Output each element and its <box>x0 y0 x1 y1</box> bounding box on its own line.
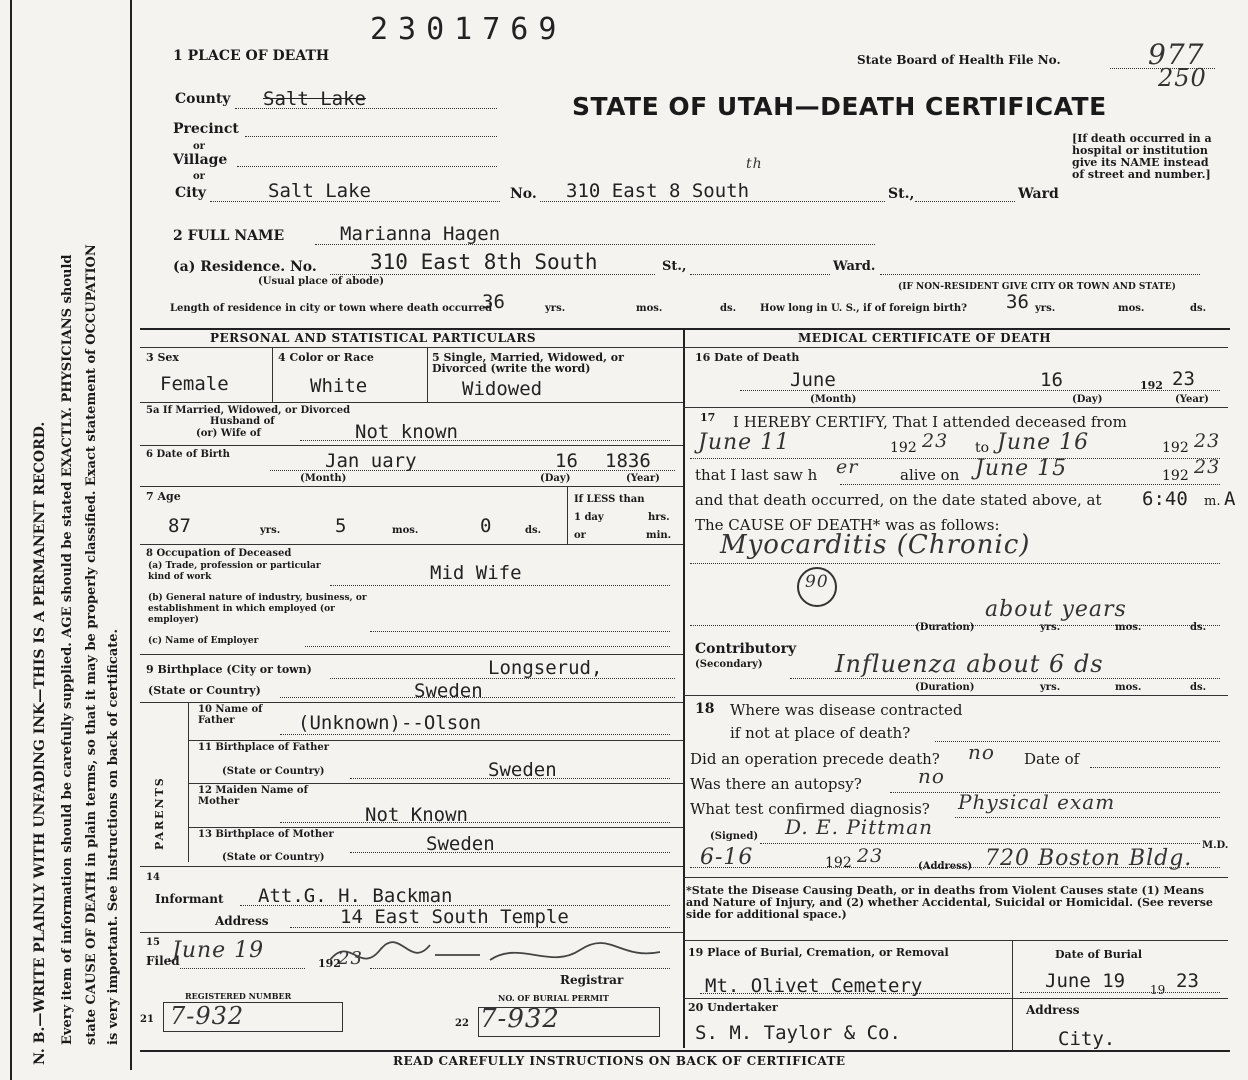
age-months: 5 <box>335 515 347 537</box>
spouse-label-line2: Husband of <box>210 416 275 427</box>
occupation-c-label: (c) Name of Employer <box>148 636 259 646</box>
or-label: or <box>193 141 205 152</box>
file-number-label: State Board of Health File No. <box>857 53 1061 67</box>
birthplace-label: 9 Birthplace (City or town) <box>146 663 312 676</box>
spouse-label-line3: (or) Wife of <box>196 428 261 439</box>
us-residence-label: How long in U. S., if of foreign birth? <box>760 303 968 314</box>
attended-from: June 11 <box>698 430 791 455</box>
father-state-country-caption: (State or Country) <box>222 766 325 777</box>
signed-label: (Signed) <box>710 831 759 842</box>
ds-label: ds. <box>1190 303 1207 314</box>
md-label: M.D. <box>1202 840 1229 851</box>
left-border <box>10 0 12 1080</box>
contracted-label: Where was disease contracted <box>730 701 963 719</box>
dob-label: 6 Date of Birth <box>146 449 230 460</box>
mos-label: mos. <box>636 303 663 314</box>
last-saw-label: that I last saw h <box>695 466 818 484</box>
file-number-alt: 250 <box>1158 64 1207 92</box>
certify-text: I HEREBY CERTIFY, That I attended deceased from <box>733 413 1127 431</box>
serial-number: 2301769 <box>370 12 567 47</box>
margin-instruction-3: state CAUSE OF DEATH in plain terms, so that it may be properly classified. Exact statement of OCCUPATION <box>84 244 99 1045</box>
st-label: St., <box>888 186 915 202</box>
attended-to: June 16 <box>997 430 1090 455</box>
village-label: Village <box>173 152 228 168</box>
informant-value: Att.G. H. Backman <box>258 885 453 907</box>
age-years: 87 <box>168 515 191 537</box>
footnote: *State the Disease Causing Death, or in deaths from Violent Causes state (1) Means and Nature of Injury, and (2) whether Accidental, Suicidal or Homicidal. (See reverse side for additional space.) <box>686 884 1213 921</box>
less-than-label: If LESS than <box>574 494 645 505</box>
yrs-label: yrs. <box>1040 622 1061 633</box>
margin-instruction-4: is very important. See instructions on back of certificate. <box>106 628 121 1045</box>
informant-number: 14 <box>146 872 160 883</box>
year-prefix: 19 <box>1150 983 1166 997</box>
age-days: 0 <box>480 515 492 537</box>
year-prefix: 192 <box>1140 379 1163 392</box>
us-residence-yrs: 36 <box>1006 291 1029 313</box>
death-date-label: 16 Date of Death <box>695 351 800 364</box>
undertaker-value: S. M. Taylor & Co. <box>695 1022 901 1044</box>
operation-date-label: Date of <box>1024 750 1080 768</box>
county-label: County <box>175 91 231 107</box>
hrs-label: hrs. <box>648 512 670 523</box>
address-caption: (Address) <box>918 861 973 872</box>
undertaker-address-label: Address <box>1026 1003 1080 1017</box>
length-residence-yrs: 36 <box>482 291 505 313</box>
ds-label: ds. <box>720 303 737 314</box>
length-residence-label: Length of residence in city or town where death occurred <box>170 303 493 314</box>
medical-header: MEDICAL CERTIFICATE OF DEATH <box>798 331 1052 345</box>
burial-permit-number: 7-932 <box>480 1004 560 1034</box>
form-left-border <box>130 0 132 1070</box>
occupation-label: 8 Occupation of Deceased <box>146 548 292 559</box>
duration-caption: (Duration) <box>915 622 975 633</box>
registered-number-prefix: 21 <box>140 1014 154 1025</box>
day-label: 1 day <box>574 512 604 523</box>
mos-label: mos. <box>1115 682 1142 693</box>
day-caption: (Day) <box>540 473 571 484</box>
marital-value: Widowed <box>462 378 543 400</box>
mother-name-label: 12 Maiden Name of Mother <box>198 785 308 807</box>
father-name: (Unknown)--Olson <box>298 712 482 734</box>
color-label: 4 Color or Race <box>278 351 374 364</box>
street-superscript: th <box>746 156 763 172</box>
registered-number-label: REGISTERED NUMBER <box>185 991 292 1001</box>
mother-birthplace: Sweden <box>426 833 495 855</box>
certificate-title: STATE OF UTAH—DEATH CERTIFICATE <box>572 92 1107 121</box>
street-no-label: No. <box>510 186 537 202</box>
residence-st-label: St., <box>662 259 687 274</box>
year-caption: (Year) <box>626 473 660 484</box>
signed-year: 23 <box>857 845 884 867</box>
occupation-value: Mid Wife <box>430 562 522 584</box>
occupation-b-label: (b) General nature of industry, business, or establishment in which employed (or employer) <box>148 593 367 625</box>
hospital-note: [If death occurred in a hospital or institution give its NAME instead of street and number.] <box>1072 132 1212 181</box>
cause-label: The CAUSE OF DEATH* was as follows: <box>695 516 1000 534</box>
sex-label: 3 Sex <box>146 351 179 364</box>
cause-duration: about years <box>985 597 1127 622</box>
day-caption: (Day) <box>1072 394 1103 405</box>
birthplace-state-label: (State or Country) <box>148 684 261 697</box>
last-saw-year: 23 <box>1194 456 1221 478</box>
contracted-label-2: if not at place of death? <box>730 724 911 742</box>
table-top-rule <box>140 328 1230 330</box>
attended-from-year: 23 <box>922 430 949 452</box>
registrar-label: Registrar <box>560 973 624 987</box>
certify-number: 17 <box>700 411 716 424</box>
residence-ward-label: Ward. <box>833 259 876 274</box>
father-name-label: 10 Name of Father <box>198 704 263 726</box>
signed-date: 6-16 <box>700 845 754 870</box>
min-label: min. <box>646 530 672 541</box>
physician-address: 720 Boston Bldg. <box>985 846 1193 871</box>
cause-of-death: Myocarditis (Chronic) <box>720 530 1031 560</box>
burial-place-label: 19 Place of Burial, Cremation, or Removal <box>688 946 949 959</box>
diagnosis-test-label: What test confirmed diagnosis? <box>690 800 930 818</box>
filed-label: Filed <box>146 954 180 968</box>
filed-date: June 19 <box>172 938 265 963</box>
undertaker-label: 20 Undertaker <box>688 1001 778 1014</box>
residence-label: (a) Residence. No. <box>173 259 317 275</box>
duration-caption: (Duration) <box>915 682 975 693</box>
burial-place: Mt. Olivet Cemetery <box>705 975 923 997</box>
or-label: or <box>574 530 586 541</box>
birthplace-city: Longserud, <box>488 657 603 679</box>
informant-address: 14 East South Temple <box>340 906 569 928</box>
mother-state-country-caption: (State or Country) <box>222 852 325 863</box>
margin-instruction-1: N. B.—WRITE PLAINLY WITH UNFADING INK—THIS IS A PERMANENT RECORD. <box>32 421 48 1065</box>
nonresident-label: (IF NON-RESIDENT GIVE CITY OR TOWN AND STATE) <box>898 282 1176 292</box>
contracted-number: 18 <box>695 701 715 717</box>
spouse-value: Not known <box>355 421 458 443</box>
sex-value: Female <box>160 373 229 395</box>
father-birthplace: Sweden <box>488 759 557 781</box>
yrs-label: yrs. <box>1040 682 1061 693</box>
last-saw-date: June 15 <box>975 456 1068 481</box>
table-bottom-rule <box>140 1050 1230 1052</box>
yrs-label: yrs. <box>545 303 566 314</box>
yrs-label: yrs. <box>260 525 281 536</box>
occupation-a-label: (a) Trade, profession or particular kind of work <box>148 561 321 582</box>
informant-label: Informant <box>155 892 224 906</box>
burial-year: 23 <box>1176 970 1199 992</box>
death-year: 23 <box>1172 368 1195 390</box>
operation-label: Did an operation precede death? <box>690 750 940 768</box>
death-time: 6:40 <box>1142 488 1188 510</box>
ds-label: ds. <box>525 525 542 536</box>
dob-month: Jan uary <box>325 450 417 472</box>
yrs-label: yrs. <box>1035 303 1056 314</box>
ward-label: Ward <box>1018 186 1059 202</box>
burial-permit-label: NO. OF BURIAL PERMIT <box>498 993 609 1003</box>
parents-label: PARENTS <box>153 776 166 850</box>
mos-label: mos. <box>1115 622 1142 633</box>
residence-value: 310 East 8th South <box>370 250 598 274</box>
year-prefix: 192 <box>1162 468 1189 484</box>
alive-on-label: alive on <box>900 466 960 484</box>
undertaker-address: City. <box>1058 1028 1116 1050</box>
street-value: 310 East 8 South <box>566 180 750 202</box>
father-birthplace-label: 11 Birthplace of Father <box>198 742 330 753</box>
place-of-death-label: 1 PLACE OF DEATH <box>173 48 330 64</box>
ds-label: ds. <box>1190 682 1207 693</box>
diagnosis-test: Physical exam <box>958 790 1116 814</box>
month-caption: (Month) <box>810 394 857 405</box>
year-caption: (Year) <box>1175 394 1209 405</box>
county-value: Salt Lake <box>263 88 366 110</box>
city-label: City <box>175 185 207 201</box>
marital-label: 5 Single, Married, Widowed, or Divorced (write the word) <box>432 351 624 375</box>
mother-birthplace-label: 13 Birthplace of Mother <box>198 829 334 840</box>
month-caption: (Month) <box>300 473 347 484</box>
color-value: White <box>310 375 368 397</box>
ds-label: ds. <box>1190 622 1207 633</box>
city-value: Salt Lake <box>268 180 371 202</box>
cause-code: 90 <box>805 572 829 592</box>
dob-year: 1836 <box>605 450 651 472</box>
file-number: 977 <box>1148 38 1205 71</box>
full-name-value: Marianna Hagen <box>340 223 501 245</box>
filed-year: 23 <box>338 948 363 969</box>
m-label: m. <box>1204 494 1221 509</box>
filed-number: 15 <box>146 937 160 948</box>
year-prefix: 192 <box>318 957 341 970</box>
mother-name: Not Known <box>365 804 468 826</box>
last-saw-pronoun: er <box>836 456 859 478</box>
birthplace-country: Sweden <box>414 680 483 702</box>
year-prefix: 192 <box>890 440 917 456</box>
registered-number: 7-932 <box>170 1002 245 1030</box>
personal-header: PERSONAL AND STATISTICAL PARTICULARS <box>210 331 537 345</box>
registrar-signature <box>320 930 680 980</box>
operation-value: no <box>968 740 995 764</box>
secondary-label: (Secondary) <box>695 659 763 670</box>
informant-address-label: Address <box>215 914 269 928</box>
year-prefix: 192 <box>1162 440 1189 456</box>
spouse-label-line1: 5a If Married, Widowed, or Divorced <box>146 405 351 416</box>
to-label: to <box>975 440 990 456</box>
burial-date-label: Date of Burial <box>1055 948 1143 961</box>
physician-signature: D. E. Pittman <box>785 815 934 839</box>
margin-instruction-2: Every item of information should be carefully supplied. AGE should be stated EXACTLY. PHYSICIANS should <box>60 254 75 1045</box>
precinct-label: Precinct <box>173 121 239 137</box>
autopsy-value: no <box>918 764 945 788</box>
autopsy-label: Was there an autopsy? <box>690 775 862 793</box>
burial-permit-prefix: 22 <box>455 1018 469 1029</box>
contributory-label: Contributory <box>695 641 797 657</box>
or-label: or <box>193 171 205 182</box>
mos-label: mos. <box>1118 303 1145 314</box>
am-pm: A <box>1224 488 1236 510</box>
abode-label: (Usual place of abode) <box>258 276 384 287</box>
death-occurred-label: and that death occurred, on the date stated above, at <box>695 491 1102 509</box>
full-name-label: 2 FULL NAME <box>173 228 285 244</box>
attended-to-year: 23 <box>1194 430 1221 452</box>
footer-instructions: READ CAREFULLY INSTRUCTIONS ON BACK OF CERTIFICATE <box>393 1054 846 1068</box>
burial-date: June 19 <box>1045 970 1126 992</box>
year-prefix: 192 <box>825 855 852 871</box>
death-month: June <box>790 369 836 391</box>
contributory-cause: Influenza about 6 ds <box>835 650 1104 678</box>
death-day: 16 <box>1040 369 1063 391</box>
age-label: 7 Age <box>146 490 181 503</box>
dob-day: 16 <box>555 450 578 472</box>
mos-label: mos. <box>392 525 419 536</box>
